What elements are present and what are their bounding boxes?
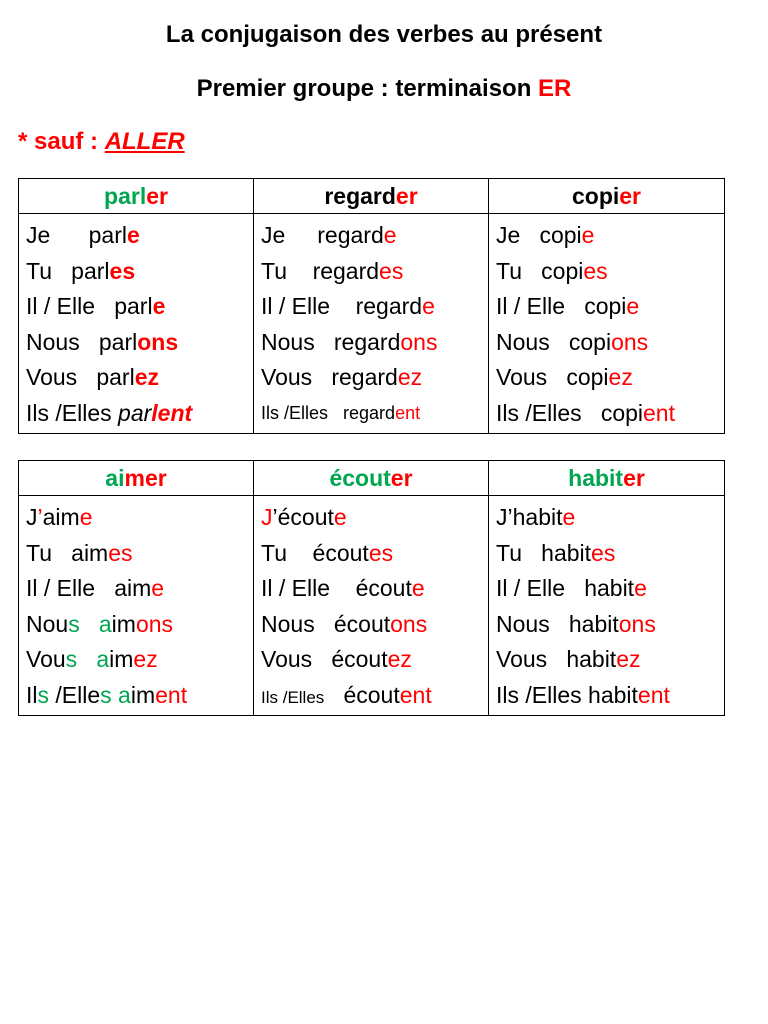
conjugation-row xyxy=(496,325,724,361)
conjugation-row xyxy=(496,642,724,678)
conjugation-part: J xyxy=(261,504,273,530)
verb-stem: ai xyxy=(105,465,125,491)
conjugation-row xyxy=(26,325,253,361)
conjugation-cell xyxy=(254,214,489,434)
conjugation-part: Tu écout xyxy=(261,539,369,566)
conjugation-row xyxy=(496,571,724,607)
conjugation-row xyxy=(26,289,253,325)
conjugation-part: Il xyxy=(26,681,38,708)
conjugation-row xyxy=(26,254,253,290)
verb-ending: ons xyxy=(611,328,649,355)
conjugation-cell xyxy=(19,496,254,716)
exception-verb: ALLER xyxy=(104,128,185,155)
conjugation-row xyxy=(261,360,488,396)
conjugation-part: e xyxy=(634,575,647,601)
conjugation-row xyxy=(496,500,724,536)
verb-header xyxy=(19,179,254,214)
verb-header xyxy=(489,179,725,214)
conjugation-row xyxy=(261,396,488,432)
verb-ending: er xyxy=(390,465,413,491)
conjugation-row xyxy=(496,254,724,290)
conjugation-part: Ils /Elles xyxy=(261,687,325,707)
conjugation-part: ez xyxy=(133,646,158,672)
verb-stem: copi xyxy=(566,364,609,390)
conjugation-part: écout xyxy=(277,504,334,530)
verb-stem: parl xyxy=(71,257,110,284)
conjugation-part: Ils /Elles habit xyxy=(496,681,638,708)
verb-stem: parl xyxy=(88,222,127,248)
verb-ending: es xyxy=(583,257,608,284)
verb-stem: regard xyxy=(324,183,396,209)
conjugation-part: Il / Elle aim xyxy=(26,575,152,601)
conjugation-row xyxy=(261,325,488,361)
conjugation-part: im xyxy=(130,681,156,708)
conjugation-part: a xyxy=(118,681,131,708)
verb-ending: ent xyxy=(395,402,421,423)
conjugation-row xyxy=(261,536,488,572)
conjugation-part: Vou xyxy=(26,646,66,672)
conjugation-part: ons xyxy=(135,610,174,637)
conjugation-row xyxy=(496,607,724,643)
pronoun: Nous xyxy=(496,328,569,355)
conjugation-row xyxy=(26,536,253,572)
conjugation-part: es xyxy=(368,539,394,566)
verb-stem: regard xyxy=(333,328,401,355)
conjugation-part: ez xyxy=(387,646,412,672)
conjugation-part: im xyxy=(111,610,136,637)
pronoun: Nous xyxy=(261,328,334,355)
verb-stem: parl xyxy=(96,364,135,390)
conjugation-row xyxy=(26,678,253,714)
pronoun: Je xyxy=(26,222,89,248)
conjugation-part: s xyxy=(68,610,80,637)
conjugation-part xyxy=(77,646,96,672)
verb-ending: lent xyxy=(151,399,193,426)
verb-ending: e xyxy=(152,293,166,319)
verb-stem: copi xyxy=(600,399,644,426)
conjugation-part: J xyxy=(26,504,38,530)
verb-ending: er xyxy=(619,183,642,209)
conjugation-part: J xyxy=(496,504,508,530)
verb-stem: é xyxy=(329,465,343,491)
conjugation-part: ’ xyxy=(272,504,278,530)
conjugation-part: Il / Elle écout xyxy=(261,575,412,601)
conjugation-row xyxy=(26,642,253,678)
verb-header xyxy=(19,461,254,496)
pronoun: Je xyxy=(496,222,540,248)
pronoun: Ils /Elles xyxy=(261,402,344,423)
conjugation-part: ’ xyxy=(507,504,513,530)
conjugation-part: e xyxy=(411,575,425,601)
verb-stem: copi xyxy=(568,328,612,355)
verb-stem: copi xyxy=(584,293,627,319)
conjugation-part: im xyxy=(109,646,134,672)
verb-ending: ons xyxy=(137,328,179,355)
conjugation-row xyxy=(496,218,724,254)
conjugation-part: Vous écout xyxy=(261,646,388,672)
conjugation-row xyxy=(261,642,488,678)
conjugation-part: ez xyxy=(616,646,641,672)
conjugation-part: ent xyxy=(155,681,188,708)
conjugation-part: Vous habit xyxy=(496,646,617,672)
conjugation-part: ons xyxy=(618,610,656,637)
conjugation-part: es xyxy=(591,539,616,566)
conjugation-cell xyxy=(489,214,725,434)
verb-stem: regard xyxy=(343,402,396,423)
verb-ending: e xyxy=(383,222,397,248)
conjugation-part: e xyxy=(151,575,165,601)
subtitle-accent: ER xyxy=(538,75,572,102)
verb-ending: es xyxy=(109,257,136,284)
verb-ending: er xyxy=(623,465,645,491)
conjugation-row xyxy=(261,289,488,325)
verb-ending: ent xyxy=(643,399,675,426)
pronoun: Je xyxy=(261,222,318,248)
pronoun: Tu xyxy=(26,257,72,284)
conjugation-part: s xyxy=(37,681,49,708)
conjugation-row xyxy=(261,218,488,254)
conjugation-row xyxy=(26,500,253,536)
conjugation-table-2 xyxy=(18,460,725,716)
conjugation-part: ent xyxy=(399,681,432,708)
verb-stem: par xyxy=(118,399,152,426)
pronoun: Tu xyxy=(261,257,313,284)
conjugation-row xyxy=(26,218,253,254)
verb-stem: copi xyxy=(541,257,584,284)
conjugation-row xyxy=(26,607,253,643)
verb-stem: regard xyxy=(312,257,380,284)
pronoun: Vous xyxy=(261,364,332,390)
verb-stem-end: m xyxy=(124,465,145,491)
verb-ending: es xyxy=(379,257,404,284)
conjugation-part: habit xyxy=(512,504,563,530)
pronoun: Il / Elle xyxy=(261,293,356,319)
verb-ending: er xyxy=(395,183,418,209)
conjugation-part: écout xyxy=(324,681,400,708)
conjugation-part: ent xyxy=(637,681,670,708)
conjugation-part: s xyxy=(100,681,112,708)
verb-stem: parl xyxy=(114,293,153,319)
verb-header xyxy=(254,179,489,214)
conjugation-row xyxy=(496,396,724,432)
conjugation-row xyxy=(496,360,724,396)
conjugation-part: Tu habit xyxy=(496,539,592,566)
conjugation-row xyxy=(26,360,253,396)
conjugation-table-1 xyxy=(18,178,725,434)
conjugation-part: es xyxy=(108,539,133,566)
verb-stem: parl xyxy=(98,328,138,355)
pronoun: Vous xyxy=(26,364,97,390)
verb-header xyxy=(254,461,489,496)
verb-ending: ez xyxy=(134,364,159,390)
pronoun: Vous xyxy=(496,364,567,390)
exception-label: * sauf : xyxy=(18,128,105,155)
pronoun: Nous xyxy=(26,328,99,355)
verb-ending: ez xyxy=(397,364,423,390)
pronoun: Il / Elle xyxy=(26,293,115,319)
conjugation-part: e xyxy=(333,504,347,530)
conjugation-cell xyxy=(19,214,254,434)
verb-stem: habit xyxy=(568,465,624,491)
conjugation-part: a xyxy=(98,610,112,637)
conjugation-part: aim xyxy=(42,504,80,530)
conjugation-part: /Elle xyxy=(49,681,101,708)
conjugation-part: Nous écout xyxy=(261,610,391,637)
page-subtitle xyxy=(0,74,768,104)
conjugation-part: Il / Elle habit xyxy=(496,575,635,601)
conjugation-cell xyxy=(254,496,489,716)
conjugation-row xyxy=(261,571,488,607)
conjugation-part: ’ xyxy=(37,504,43,530)
conjugation-part: ons xyxy=(390,610,428,637)
verb-ending: ons xyxy=(400,328,438,355)
verb-stem-end: cout xyxy=(342,465,391,491)
pronoun: Il / Elle xyxy=(496,293,585,319)
subtitle-text: Premier groupe : terminaison xyxy=(196,75,539,102)
conjugation-row xyxy=(261,678,488,714)
verb-stem: copi xyxy=(539,222,582,248)
conjugation-row xyxy=(261,607,488,643)
conjugation-part: Nous habit xyxy=(496,610,619,637)
verb-ending: ez xyxy=(608,364,633,390)
exception-line xyxy=(18,127,185,157)
conjugation-part: a xyxy=(96,646,110,672)
verb-stem: parl xyxy=(104,183,147,209)
conjugation-part xyxy=(80,611,99,637)
verb-ending: er xyxy=(144,465,167,491)
verb-stem: regard xyxy=(331,364,398,390)
verb-stem: copi xyxy=(571,183,620,209)
verb-header xyxy=(489,461,725,496)
conjugation-part: e xyxy=(79,504,93,530)
verb-stem: regard xyxy=(355,293,423,319)
conjugation-part: e xyxy=(562,504,576,530)
conjugation-row xyxy=(26,571,253,607)
verb-ending: e xyxy=(422,293,435,319)
conjugation-part: Tu aim xyxy=(26,539,109,566)
conjugation-row xyxy=(26,396,253,432)
conjugation-row xyxy=(261,254,488,290)
verb-ending: e xyxy=(581,222,595,248)
verb-ending: e xyxy=(127,222,140,248)
conjugation-part: Nou xyxy=(26,610,69,637)
conjugation-row xyxy=(496,536,724,572)
page-title: La conjugaison des verbes au présent xyxy=(165,21,603,48)
verb-stem: regard xyxy=(317,222,384,248)
conjugation-row xyxy=(261,500,488,536)
conjugation-cell xyxy=(489,496,725,716)
verb-ending: er xyxy=(146,183,168,209)
conjugation-row xyxy=(496,678,724,714)
pronoun: Tu xyxy=(496,257,542,284)
pronoun: Ils /Elles xyxy=(496,399,601,426)
conjugation-part: s xyxy=(65,646,78,672)
verb-ending: e xyxy=(626,293,640,319)
pronoun: Ils /Elles xyxy=(26,399,119,426)
conjugation-row xyxy=(496,289,724,325)
